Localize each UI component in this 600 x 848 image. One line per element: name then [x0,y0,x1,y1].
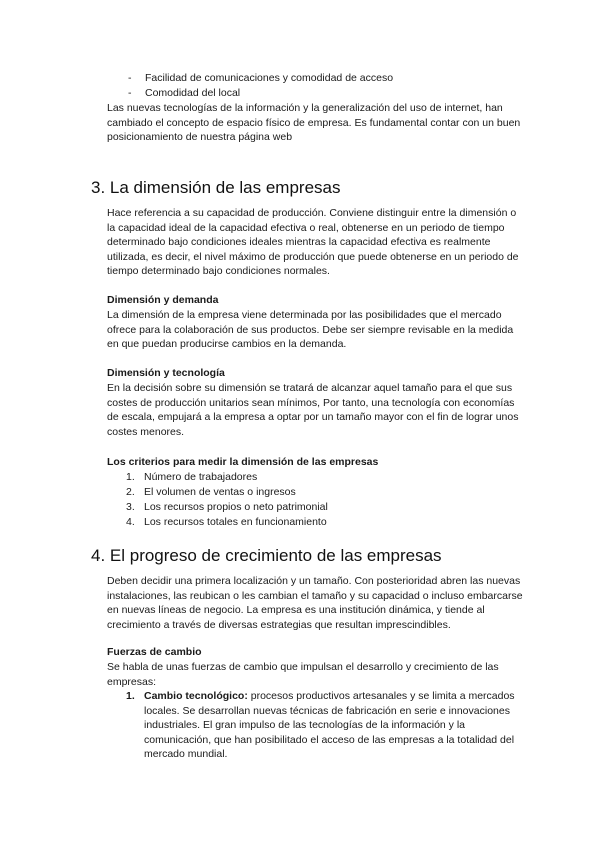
section-3-heading: 3. La dimensión de las empresas [91,178,341,197]
technology-paragraph: En la decisión sobre su dimensión se tratará de alcanzar aquel tamaño para el que sus costes de producción unitarios sean mínimos, Por tanto, una tecnología con economías de escala, empujará a la empresa a optar por un tamaño mayor con el fin de lograr unos costes menores. [107,382,519,438]
criteria-subheading: Los criterios para medir la dimensión de las empresas [107,456,379,468]
intro-paragraph: Las nuevas tecnologías de la información y la generalización del uso de internet, han cambiado el concepto de espacio físico de empresa. Es fundamental contar con un buen posicionamiento de nuestra página web [107,102,521,143]
list-text: Los recursos propios o neto patrimonial [144,501,328,513]
criteria-list [126,470,328,530]
list-number: 2. [126,486,135,498]
technology-subheading: Dimensión y tecnología [107,367,225,379]
force-title: Cambio tecnológico: [144,690,248,702]
force-body [144,689,526,762]
list-number: 1. [126,471,135,483]
list-item: - Comodidad del local [128,86,393,101]
list-text: Número de trabajadores [144,471,258,483]
list-item [126,515,328,530]
list-text: Los recursos totales en funcionamiento [144,516,327,528]
list-text: El volumen de ventas o ingresos [144,486,296,498]
force-text: procesos productivos artesanales y se limita a mercados locales. Se desarrollan nuevas técnicas de fabricación en serie e innovaciones industriales. El gran impulso de las tecnologías de la información y la comunicación, que han posibilitado el acceso de las empresas a la totalidad del mercado mundial. [144,690,515,760]
list-item [126,470,328,485]
force-number: 1. [126,690,135,702]
list-item [126,485,328,500]
forces-subheading: Fuerzas de cambio [107,646,202,658]
list-number: 4. [126,516,135,528]
forces-intro-paragraph: Se habla de unas fuerzas de cambio que impulsan el desarrollo y crecimiento de las empresas: [107,661,499,688]
list-item [126,500,328,515]
list-number: 3. [126,501,135,513]
demand-subheading: Dimensión y demanda [107,294,219,306]
section-4-paragraph: Deben decidir una primera localización y un tamaño. Con posterioridad abren las nuevas instalaciones, las reubican o les cambian el tamaño y su capacidad o incluso embarcarse en nuevas líneas de negocio. La empresa es una institución dinámica, y tiende al crecimiento a través de diversas estrategias que resultan imprescindibles. [107,575,523,631]
force-item-technological [126,689,526,762]
section-3-paragraph: Hace referencia a su capacidad de producción. Conviene distinguir entre la dimensión o la capacidad ideal de la capacidad efectiva o real, obtenerse en un periodo de tiempo determinado bajo condiciones ideales mientras la capacidad efectiva es realmente utilizada, es decir, el nivel máximo de producción que puede obtenerse en un periodo de tiempo determinado bajo condiciones normales. [107,207,519,277]
demand-paragraph: La dimensión de la empresa viene determinada por las posibilidades que el mercado ofrece para la colaboración de sus productos. Debe ser siempre revisable en la medida en que puedan producirse cambios en la demanda. [107,309,514,350]
list-item: - Facilidad de comunicaciones y comodidad de acceso [128,71,393,86]
intro-bullet-list [128,71,393,101]
section-4-heading: 4. El progreso de crecimiento de las empresas [91,546,442,565]
